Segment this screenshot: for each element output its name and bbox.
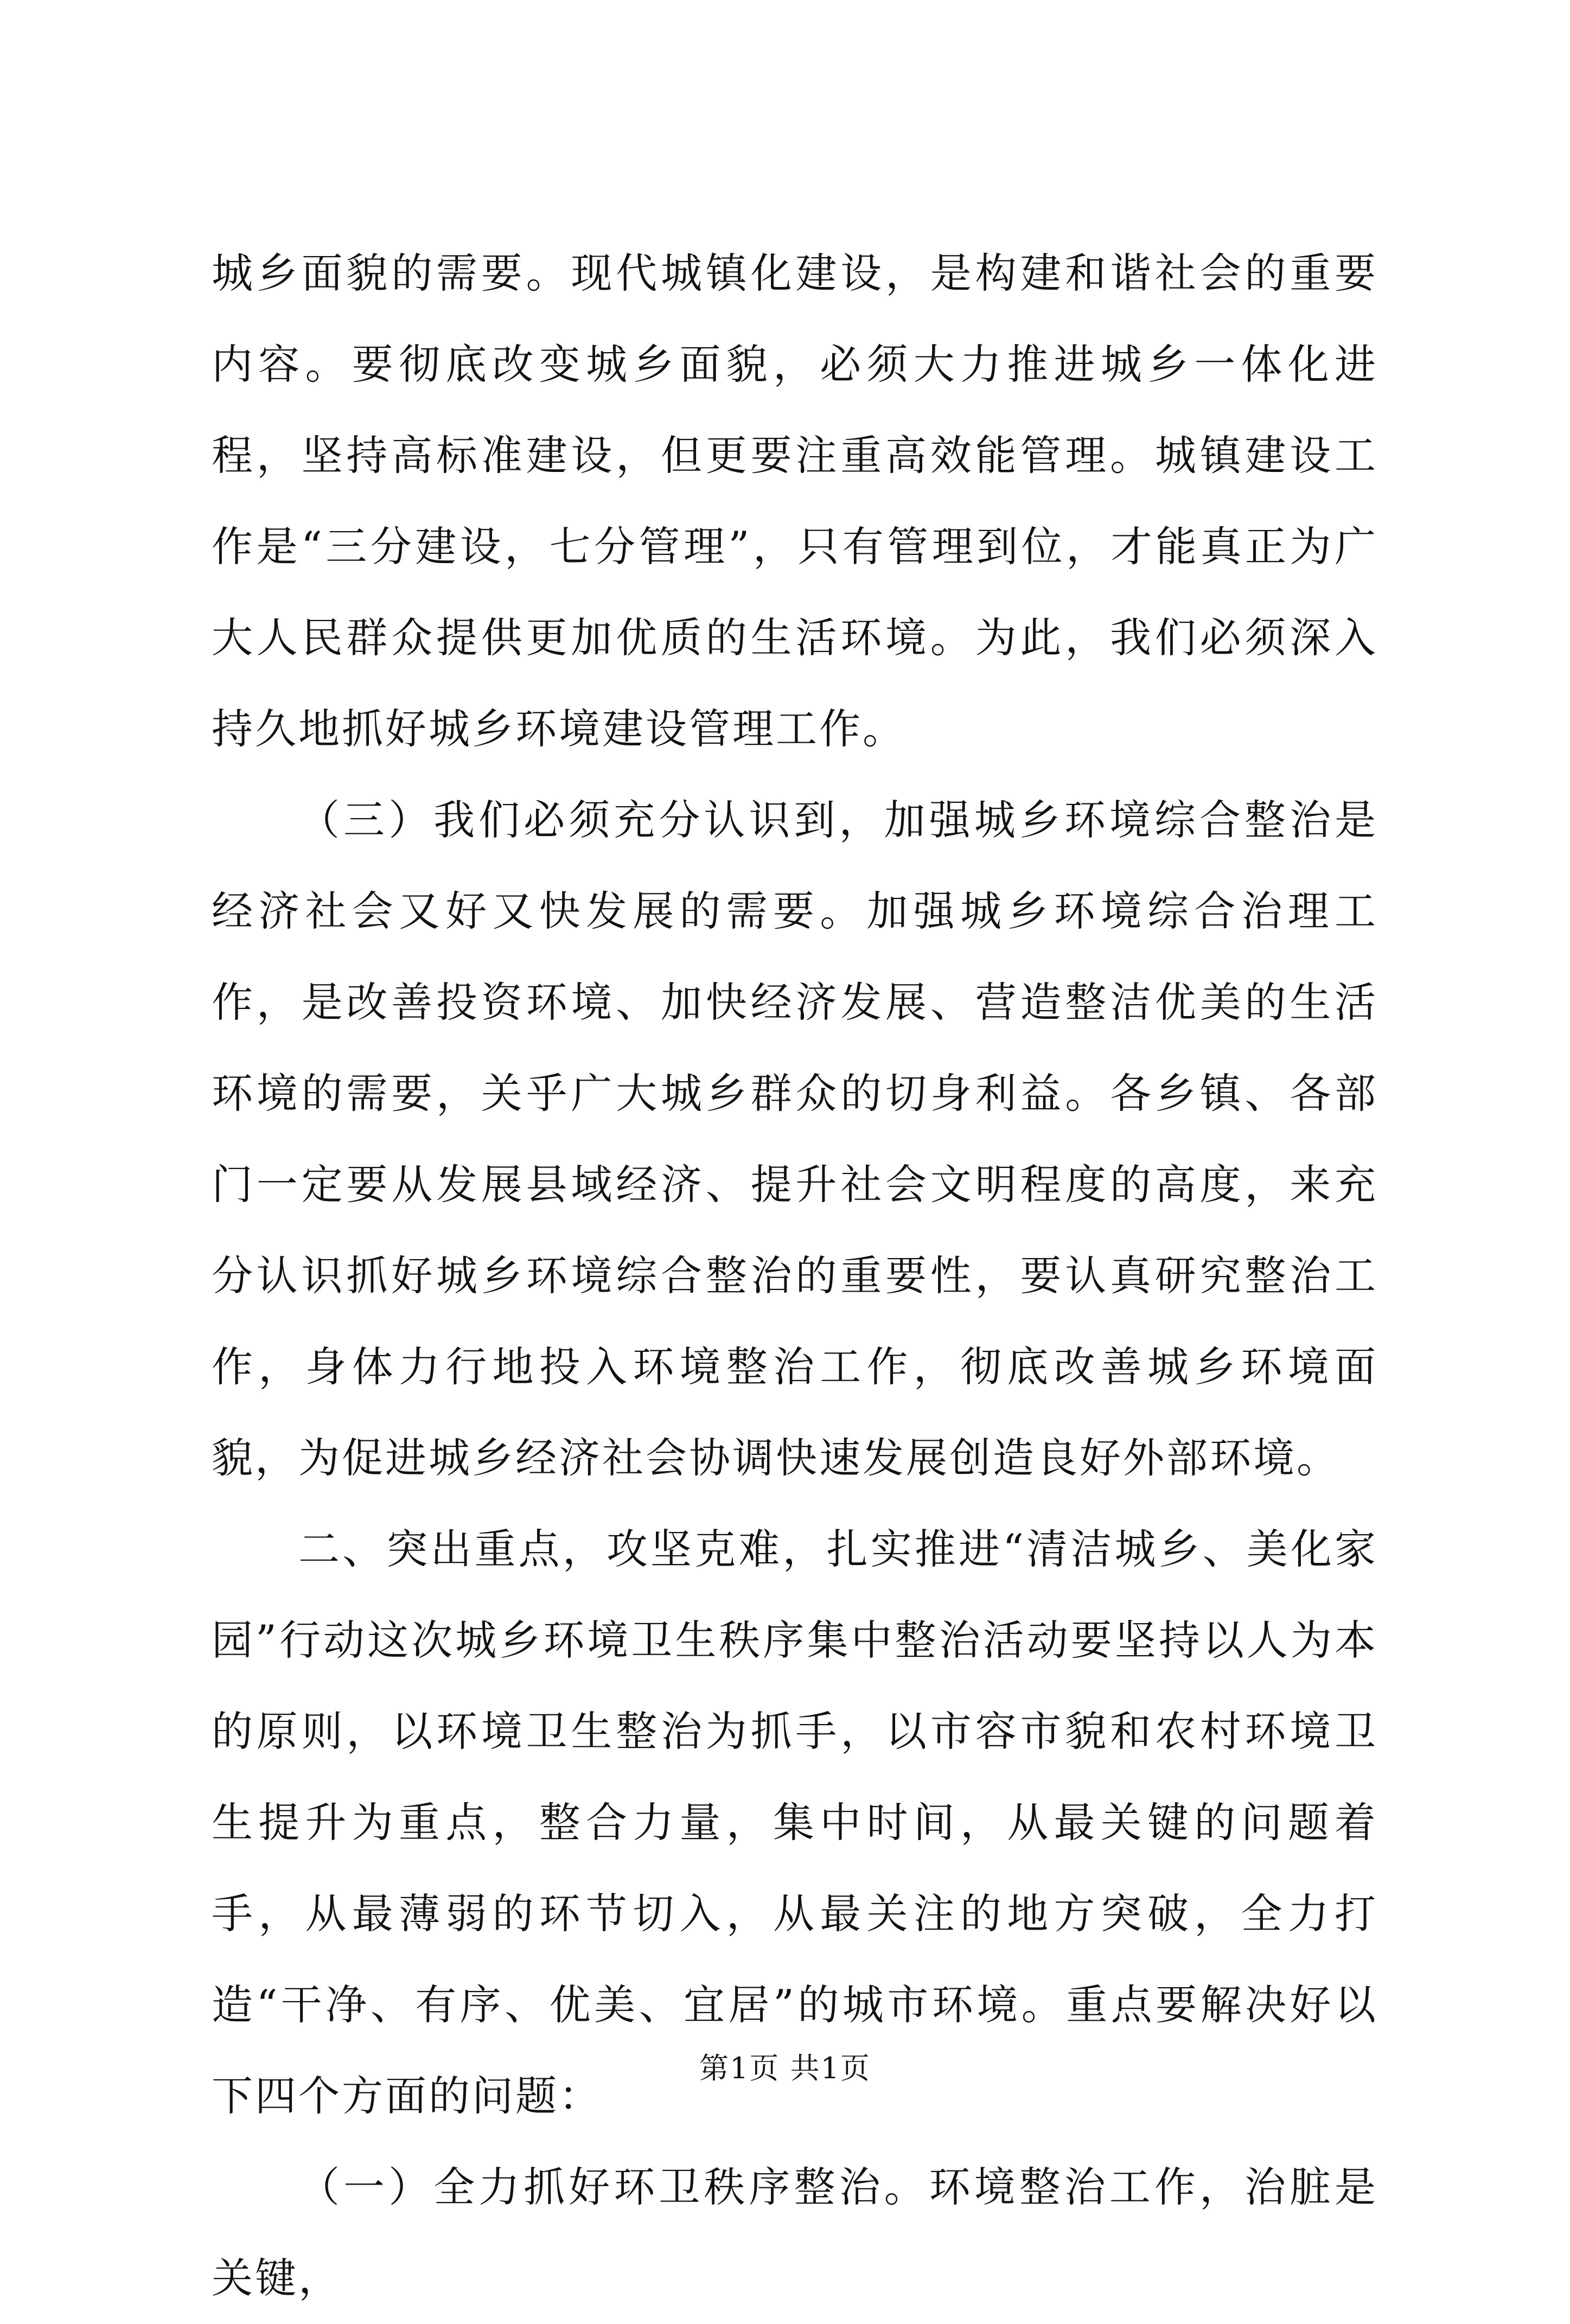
document-body [212, 228, 1378, 2324]
paragraph-continuation: 城乡面貌的需要。现代城镇化建设，是构建和谐社会的重要内容。要彻底改变城乡面貌，必须大力推进城乡一体化进程，坚持高标准建设，但更要注重高效能管理。城镇建设工作是“三分建设，七分管理”，只有管理到位，才能真正为广大人民群众提供更加优质的生活环境。为此，我们必须深入持久地抓好城乡环境建设管理工作。 [212, 249, 1378, 753]
paragraph-section-two-heading: 二、突出重点，攻坚克难，扎实推进“清洁城乡、美化家园”行动这次城乡环境卫生秩序集中整治活动要坚持以人为本的原则，以环境卫生整治为抓手，以市容市貌和农村环境卫生提升为重点，整合力量，集中时间，从最关键的问题着手，从最薄弱的环节切入，从最关注的地方突破，全力打造“干净、有序、优美、宜居”的城市环境。重点要解决好以下四个方面的问题： [212, 1525, 1378, 2120]
paragraph-subsection-one: （一）全力抓好环卫秩序整治。环境整治工作，治脏是关键， [212, 2163, 1378, 2302]
page-number-footer: 第1页 共1页 [699, 2051, 871, 2085]
paragraph-section-three: （三）我们必须充分认识到，加强城乡环境综合整治是经济社会又好又快发展的需要。加强城乡环境综合治理工作，是改善投资环境、加快经济发展、营造整洁优美的生活环境的需要，关乎广大城乡群众的切身利益。各乡镇、各部门一定要从发展县域经济、提升社会文明程度的高度，来充分认识抓好城乡环境综合整治的重要性，要认真研究整治工作，身体力行地投入环境整治工作，彻底改善城乡环境面貌，为促进城乡经济社会协调快速发展创造良好外部环境。 [212, 796, 1378, 1482]
